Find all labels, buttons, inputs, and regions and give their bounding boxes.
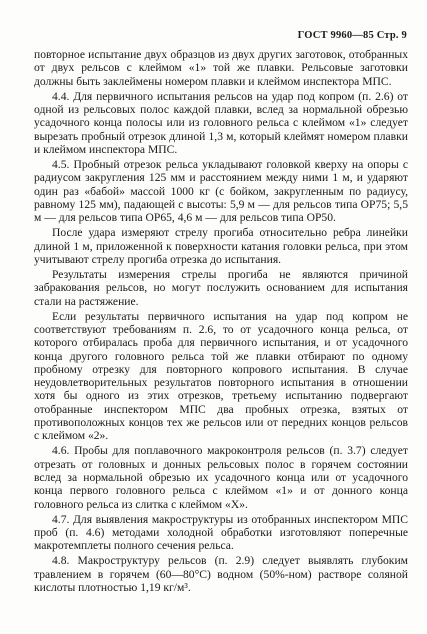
paragraph-retest: Если результаты первичного испытания на удар под копром не соответствуют требованиям п. 2.6, то от усадочного конца рельса, от которого отбиралась проба для первичного испытания, и от усадочного конца другого головного рельса той же плавки отбирают по одному пробному отрезку для повторного копрового испытания. В случае неудовлетворительных результатов повторного испытания в отношении хотя бы одного из этих отрезков, третьему испытанию подвергают отобранные инспектором МПС два пробных отрезка, взятых от противоположных концов тех же рельсов или от передних концов рельсов с клеймом «2».: [34, 309, 408, 443]
paragraph-4-5: 4.5. Пробный отрезок рельса укладывают головкой кверху на опоры с радиусом закругления 125 мм и расстоянием между ними 1 м, и ударяют один раз «бабой» массой 1000 кг (с бойком, закругленным по радиусу, равному 125 мм), падающей с высоты: 5,9 м — для рельсов типа ОР75; 5,5 м — для рельсов типа ОР65, 4,6 м — для рельсов типа ОР50.: [34, 157, 408, 225]
paragraph-4-4: 4.4. Для первичного испытания рельсов на удар под копром (п. 2.6) от одной из рельсовых полос каждой плавки, вслед за нормальной обрезью усадочного конца полосы или из головного рельса с клеймом «1» следует вырезать пробный отрезок длиной 1,3 м, который клеймят номером плавки и клеймом инспектора МПС.: [34, 89, 408, 156]
paragraph-4-7: 4.7. Для выявления макроструктуры из отобранных инспектором МПС проб (п. 4.6) методами холодной обработки изготовляют поперечные макротемплеты полного сечения рельса.: [34, 512, 408, 553]
paragraph-deflection-results: Результаты измерения стрелы прогиба не являются причиной забракования рельсов, но могут послужить основанием для испытания стали на растяжение.: [34, 267, 408, 308]
page-header: ГОСТ 9960—85 Стр. 9: [297, 30, 407, 41]
paragraph-4-6: 4.6. Пробы для поплавочного макроконтроля рельсов (п. 3.7) следует отрезать от головных и донных рельсовых полос в горячем состоянии вслед за нормальной обрезью их усадочного конца или от усадочного конца первого головного рельса с клеймом «1» и от донного конца головного рельса из слитка с клеймом «Х».: [34, 444, 408, 511]
paragraph-continuation: повторное испытание двух образцов из двух других заготовок, отобранных от двух рельсов с клеймом «1» той же плавки. Рельсовые заготовки должны быть заклеймены номером плавки и клеймом инспектора МПС.: [34, 48, 408, 88]
paragraph-after-impact: После удара измеряют стрелу прогиба относительно ребра линейки длиной 1 м, приложенной к поверхности катания головки рельса, при этом учитывают стрелу прогиба отрезка до испытания.: [34, 226, 408, 266]
paragraph-4-8: 4.8. Макроструктуру рельсов (п. 2.9) следует выявлять глубоким травлением в горячем (60—80°С) водном (50%-ном) растворе соляной кислоты плотностью 1,19 кг/м³.: [34, 554, 408, 594]
document-body: [34, 48, 408, 596]
